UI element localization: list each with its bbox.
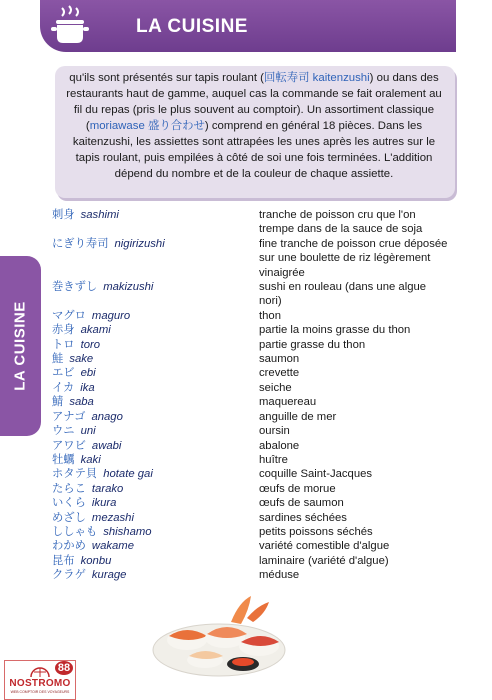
vocab-japanese (52, 511, 259, 525)
vocab-japanese (52, 554, 259, 568)
vocab-french: sardines séchées (259, 511, 347, 524)
vocab-row (52, 280, 472, 309)
vocab-row (52, 467, 472, 481)
vocab-japanese (52, 381, 259, 395)
vocab-kana: エビ (52, 367, 75, 380)
vocab-french: crevette (259, 367, 300, 380)
kaitenzushi-term: 回転寿司 kaitenzushi (263, 72, 370, 84)
vocab-row (52, 352, 472, 366)
vocab-french: partie la moins grasse du thon (259, 324, 411, 337)
vocab-kana: ししゃも (52, 525, 98, 538)
page-title: LA CUISINE (136, 16, 248, 37)
vocab-row (52, 482, 472, 496)
vocab-romaji: ikura (91, 497, 117, 510)
chapter-header (40, 0, 456, 52)
vocab-french: partie grasse du thon (259, 338, 366, 351)
vocab-romaji: wakame (91, 540, 134, 553)
logo-tagline: WEB COMPTOIR DES VOYAGEURS (10, 690, 70, 694)
vocab-romaji: kurage (91, 569, 127, 582)
vocab-french: anguille de mer (259, 410, 337, 423)
vocab-romaji: akami (80, 324, 111, 337)
vocab-kana: 巻きずし (52, 281, 98, 294)
vocab-french: abalone (259, 439, 300, 452)
vocab-japanese (52, 410, 259, 424)
vocab-romaji: maguro (91, 309, 131, 322)
vocab-row (52, 453, 472, 467)
vocab-row (52, 237, 472, 280)
vocab-romaji: ebi (80, 367, 96, 380)
intro-text-part-2: ) ou dans des restaurants haut de gamme, auquel cas la commande se fait oralement au fil du repas (pris le plus souvent au comptoir). Un assortiment classique ( (66, 72, 442, 132)
vocab-japanese (52, 395, 259, 409)
vocab-japanese (52, 439, 259, 453)
vocab-japanese (52, 237, 259, 280)
vocab-japanese (52, 424, 259, 438)
vocab-romaji: tarako (91, 482, 124, 495)
vocab-french: œufs de morue (259, 482, 336, 495)
vocab-romaji: anago (91, 410, 123, 423)
vocab-kana: たらこ (52, 482, 86, 495)
vocab-japanese (52, 467, 259, 481)
vocab-row (52, 395, 472, 409)
vocab-row (52, 208, 472, 237)
vocab-row (52, 511, 472, 525)
vocab-romaji: nigirizushi (114, 237, 165, 250)
cooking-pot-icon (50, 4, 90, 46)
vocab-kana: 鮭 (52, 353, 64, 366)
vocab-romaji: uni (80, 425, 96, 438)
vocab-romaji: makizushi (103, 281, 154, 294)
vocab-french: oursin (259, 425, 290, 438)
vocab-row (52, 539, 472, 553)
vocab-japanese (52, 568, 259, 582)
vocab-kana: アナゴ (52, 410, 86, 423)
vocabulary-list (52, 208, 472, 583)
sushi-plate-photo (147, 588, 292, 682)
vocab-romaji: hotate gai (103, 468, 153, 481)
vocab-french: petits poissons séchés (259, 525, 373, 538)
vocab-romaji: toro (80, 338, 101, 351)
vocab-kana: ホタテ貝 (52, 468, 98, 481)
vocab-kana: トロ (52, 338, 75, 351)
vocab-romaji: sashimi (80, 209, 119, 221)
vocab-french: maquereau (259, 396, 317, 409)
vocab-french: variété comestible d'algue (259, 540, 390, 553)
vocab-japanese (52, 525, 259, 539)
vocab-japanese (52, 338, 259, 352)
moriawase-term: moriawase 盛り合わせ (89, 120, 205, 132)
vocab-french: seiche (259, 381, 292, 394)
vocab-french: œufs de saumon (259, 497, 344, 510)
vocab-kana: にぎり寿司 (52, 237, 109, 250)
vocab-kana: アワビ (52, 439, 86, 452)
vocab-french: laminaire (variété d'algue) (259, 554, 389, 567)
vocab-kana: わかめ (52, 540, 86, 553)
intro-text-box (55, 66, 455, 198)
vocab-japanese (52, 453, 259, 467)
vocab-romaji: saba (69, 396, 94, 409)
vocab-kana: 刺身 (52, 209, 75, 221)
globe-icon (29, 663, 51, 677)
vocab-row (52, 496, 472, 510)
vocab-kana: マグロ (52, 309, 86, 322)
vocab-kana: 昆布 (52, 554, 75, 567)
vocab-french: thon (259, 309, 281, 322)
vocab-french: tranche de poisson cru que l'on trempe dans de la sauce de soja (259, 209, 423, 236)
vocab-row (52, 410, 472, 424)
vocab-romaji: shishamo (103, 525, 152, 538)
vocab-romaji: kaki (80, 453, 101, 466)
vocab-romaji: sake (69, 353, 94, 366)
vocab-row (52, 439, 472, 453)
vocab-french: méduse (259, 569, 300, 582)
vocab-kana: イカ (52, 381, 75, 394)
vocab-japanese (52, 352, 259, 366)
vocab-row (52, 309, 472, 323)
vocab-french: saumon (259, 353, 300, 366)
vocab-kana: 牡蠣 (52, 453, 75, 466)
vocab-french: huître (259, 453, 288, 466)
page-number: 88 (55, 661, 73, 675)
side-tab-label: LA CUISINE (11, 301, 29, 391)
logo-name: NOSTROMO (9, 678, 71, 689)
vocab-row (52, 554, 472, 568)
vocab-kana: ウニ (52, 425, 75, 438)
vocab-japanese (52, 309, 259, 323)
vocab-kana: クラゲ (52, 569, 86, 582)
vocab-row (52, 525, 472, 539)
vocab-japanese (52, 539, 259, 553)
vocab-row (52, 366, 472, 380)
vocab-row (52, 568, 472, 582)
vocab-kana: いくら (52, 497, 86, 510)
vocab-row (52, 381, 472, 395)
vocab-japanese (52, 496, 259, 510)
vocab-row (52, 424, 472, 438)
vocab-row (52, 338, 472, 352)
intro-text-part-1: qu'ils sont présentés sur tapis roulant ( (69, 72, 264, 84)
vocab-romaji: ika (80, 381, 95, 394)
side-chapter-tab (0, 256, 41, 436)
intro-text-part-3: ) comprend en général 18 pièces. Dans les kaitenzushi, les assiettes sont attrapées les unes après les autres sur le tapis roulant, puis empilées à côté de soi une fois terminées. L'addition dépend du nombre et de la couleur de chaque assiette. (72, 120, 436, 180)
vocab-row (52, 323, 472, 337)
vocab-romaji: konbu (80, 554, 112, 567)
vocab-japanese (52, 482, 259, 496)
vocab-romaji: awabi (91, 439, 122, 452)
vocab-french: fine tranche de poisson crue déposée sur une boulette de riz légèrement vinaigrée (259, 237, 448, 279)
vocab-japanese (52, 280, 259, 309)
vocab-kana: めざし (52, 511, 86, 524)
vocab-japanese (52, 208, 259, 237)
vocab-french: coquille Saint-Jacques (259, 468, 373, 481)
vocab-kana: 赤身 (52, 324, 75, 337)
vocab-kana: 鯖 (52, 396, 64, 409)
vocab-japanese (52, 323, 259, 337)
vocab-french: sushi en rouleau (dans une algue nori) (259, 281, 427, 308)
vocab-romaji: mezashi (91, 511, 134, 524)
vocab-japanese (52, 366, 259, 380)
